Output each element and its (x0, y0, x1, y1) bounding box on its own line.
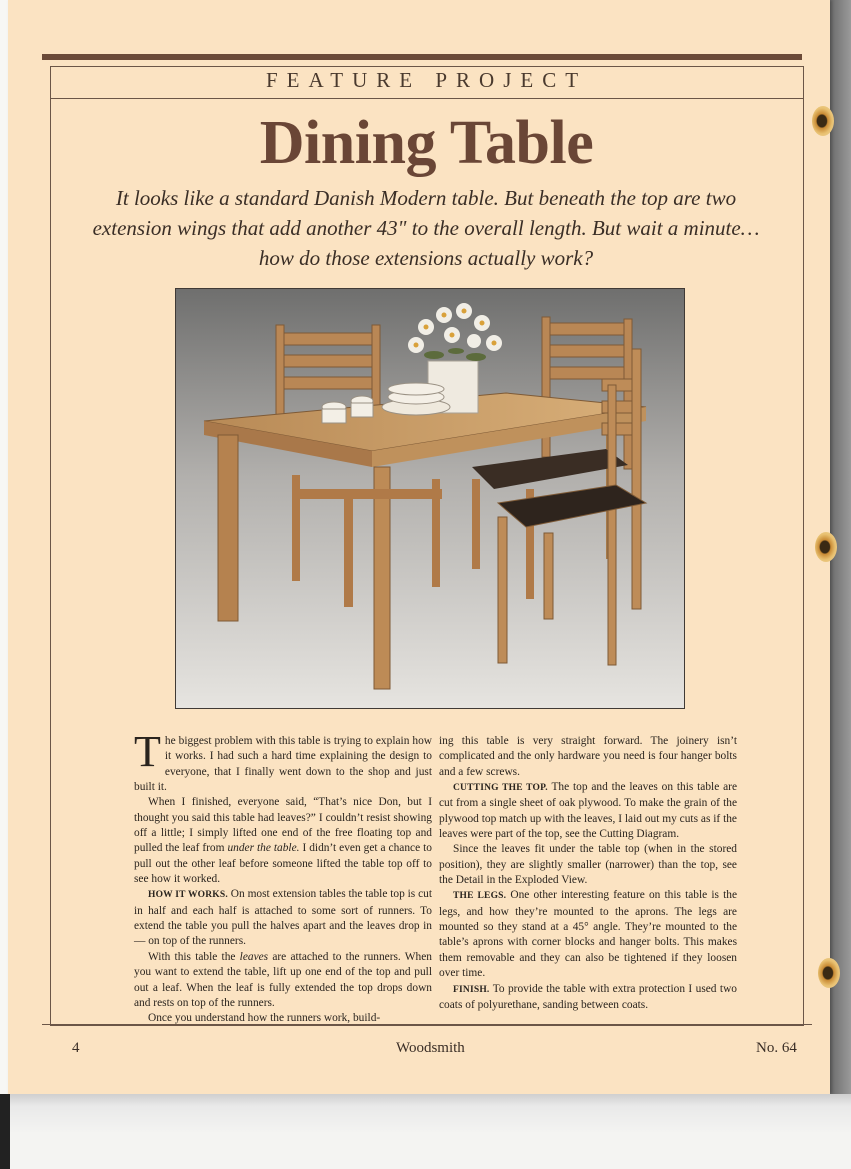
header-divider (50, 98, 803, 99)
article-column-right (439, 734, 737, 1013)
article-paragraph (439, 888, 737, 981)
paragraph-text: One other interesting feature on this table is the legs, and how they’re mounted to the aprons. The legs are mounted so they stand at a 45° angle. They’re mounted to the table’s aprons with corner blocks and hanger bolts. This makes them removable and they can also be tightened if they loosen over time. (439, 889, 737, 980)
binder-hole-icon (812, 106, 834, 136)
paragraph-text: Since the leaves fit under the table top (when in the stored position), they are slightly smaller (narrower) than the top, see the Detail in the Exploded View. (439, 843, 737, 887)
article-paragraph (439, 982, 737, 1014)
scan-bottom-margin (0, 1094, 851, 1169)
issue-number: No. 64 (756, 1040, 797, 1056)
footer-rule (42, 1024, 812, 1025)
page-title: Dining Table (259, 109, 594, 177)
article-paragraph (134, 950, 432, 1011)
binder-hole-icon (818, 958, 840, 988)
magazine-name: Woodsmith (396, 1040, 465, 1056)
paragraph-text: ing this table is very straight forward. The joinery isn’t complicated and the only hardware you need is four hanger bolts and a few screws. (439, 735, 737, 778)
paragraph-text: With this table the (148, 950, 240, 963)
subhead-how-it-works: HOW IT WORKS. (148, 890, 228, 901)
article-paragraph (134, 887, 432, 949)
paragraph-text: Once you understand how the runners work, build- (148, 1012, 381, 1025)
article-paragraph (439, 780, 737, 842)
paragraph-text: On most extension tables the table top is cut in half and each half is attached to some sort of runners. To extend the table you pull the halves apart and the leaves drop in — on top of the runners. (134, 888, 433, 948)
subhead-the-legs: THE LEGS. (453, 891, 507, 902)
subhead-cutting-the-top: CUTTING THE TOP. (453, 783, 548, 794)
paragraph-text: are attached to the runners. When you want to extend the table, lift up one end of the top and pull out a leaf. When the leaf is fully extended the top drops down and rests on top of the runners. (134, 950, 432, 1009)
subhead-finish: FINISH. (453, 984, 490, 995)
paragraph-text: To provide the table with extra protection I used two coats of polyurethane, sanding between coats. (439, 982, 737, 1011)
paragraph-text: he biggest problem with this table is trying to explain how it works. I had such a hard time explaining the design to everyone, that I finally went down to the shop and just built it. (134, 735, 432, 794)
scan-binder-edge (0, 1094, 10, 1169)
article-paragraph (134, 727, 432, 795)
dining-table-photo (175, 288, 685, 709)
paragraph-text: I didn’t even get a chance to pull out the other leaf before someone lifted the table top off to see how it worked. (134, 842, 432, 886)
paragraph-emphasis: under the table. (227, 842, 300, 855)
binder-hole-icon (815, 532, 837, 562)
paragraph-text: The top and the leaves on this table are cut from a single sheet of oak plywood. To make the grain of the plywood top match up with the leaves, I laid out my cuts as if the leaves were part of the top, see the Cutting Diagram. (439, 781, 737, 841)
article-paragraph (439, 734, 737, 780)
top-rule (42, 54, 802, 60)
article-paragraph (439, 842, 737, 888)
subtitle-dek: It looks like a standard Danish Modern table. But beneath the top are two extension wings that add another 43" to the overall length. But wait a minute… how do those extensions actually work? (92, 186, 760, 270)
section-kicker: FEATURE PROJECT (265, 68, 588, 92)
drop-cap: T (134, 727, 161, 776)
paragraph-emphasis: leaves (239, 950, 269, 963)
paragraph-text: When I finished, everyone said, “That’s nice Don, but I thought you said this table had leaves?” I couldn’t resist showing off a little; I simply lifted one end of the free floating top and pulled the leaf from (134, 796, 432, 855)
table-photo-illustration (176, 289, 684, 708)
page-number: 4 (72, 1040, 80, 1056)
article-column-left (134, 727, 433, 1027)
article-paragraph (134, 795, 432, 887)
